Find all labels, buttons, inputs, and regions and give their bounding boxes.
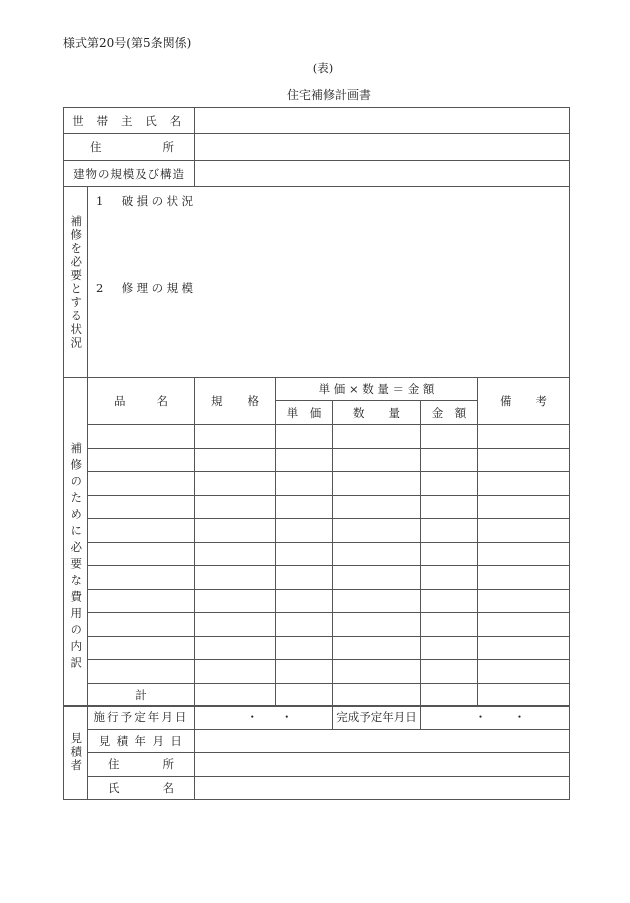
amount-cell[interactable]	[421, 542, 478, 566]
remarks-cell[interactable]	[478, 519, 570, 543]
spec-cell[interactable]	[195, 613, 276, 637]
remarks-cell[interactable]	[478, 448, 570, 472]
total-unit-price-cell[interactable]	[276, 683, 333, 707]
spec-cell[interactable]	[195, 660, 276, 684]
table-row	[64, 425, 570, 449]
amount-cell[interactable]	[421, 589, 478, 613]
table-row	[64, 613, 570, 637]
spec-cell[interactable]	[195, 519, 276, 543]
total-remarks-cell[interactable]	[478, 683, 570, 707]
quantity-cell[interactable]	[333, 660, 421, 684]
estimate-date-field[interactable]	[195, 729, 570, 753]
amount-header: 金 額	[421, 401, 478, 425]
repair-need-field[interactable]	[88, 187, 570, 378]
cost-breakdown-side-label: 補修のために必要な費用の内訳	[64, 378, 88, 707]
quantity-cell[interactable]	[333, 636, 421, 660]
spec-cell[interactable]	[195, 495, 276, 519]
remarks-cell[interactable]	[478, 495, 570, 519]
repair-need-side-label: 補修を必要とする状況	[64, 187, 88, 378]
unit-price-cell[interactable]	[276, 472, 333, 496]
item-cell[interactable]	[88, 495, 195, 519]
remarks-cell[interactable]	[478, 425, 570, 449]
quantity-cell[interactable]	[333, 472, 421, 496]
spec-cell[interactable]	[195, 472, 276, 496]
unit-price-cell[interactable]	[276, 495, 333, 519]
address-field[interactable]	[195, 134, 570, 161]
table-row	[64, 472, 570, 496]
construction-date-label: 施行予定年月日	[88, 706, 195, 730]
unit-price-cell[interactable]	[276, 589, 333, 613]
spec-cell[interactable]	[195, 636, 276, 660]
estimator-address-label: 住 所	[88, 753, 195, 777]
unit-price-cell[interactable]	[276, 448, 333, 472]
estimator-address-field[interactable]	[195, 753, 570, 777]
table-row	[64, 519, 570, 543]
item-cell[interactable]	[88, 660, 195, 684]
table-row	[64, 448, 570, 472]
sub-label: (表)	[312, 61, 334, 75]
quantity-cell[interactable]	[333, 425, 421, 449]
unit-price-header: 単 価	[276, 401, 333, 425]
estimator-name-field[interactable]	[195, 776, 570, 800]
spec-cell[interactable]	[195, 589, 276, 613]
page-title: 住宅補修計画書	[286, 88, 371, 102]
completion-date-field[interactable]: ・ ・	[421, 706, 570, 730]
unit-price-cell[interactable]	[276, 636, 333, 660]
item-cell[interactable]	[88, 636, 195, 660]
item-cell[interactable]	[88, 566, 195, 590]
building-structure-field[interactable]	[195, 161, 570, 187]
amount-cell[interactable]	[421, 472, 478, 496]
damage-status-label: 1 破損の状況	[96, 194, 197, 208]
estimator-table	[63, 705, 570, 800]
item-cell[interactable]	[88, 448, 195, 472]
unit-price-cell[interactable]	[276, 566, 333, 590]
table-row	[64, 495, 570, 519]
unit-price-cell[interactable]	[276, 519, 333, 543]
quantity-cell[interactable]	[333, 566, 421, 590]
amount-cell[interactable]	[421, 425, 478, 449]
table-row	[64, 589, 570, 613]
remarks-header: 備 考	[478, 378, 570, 425]
estimator-name-label: 氏 名	[88, 776, 195, 800]
householder-name-field[interactable]	[195, 108, 570, 134]
table-row	[64, 542, 570, 566]
spec-header: 規 格	[195, 378, 276, 425]
remarks-cell[interactable]	[478, 660, 570, 684]
unit-price-cell[interactable]	[276, 542, 333, 566]
total-spec-cell[interactable]	[195, 683, 276, 707]
remarks-cell[interactable]	[478, 589, 570, 613]
building-structure-label: 建物の規模及び構造	[64, 161, 195, 187]
remarks-cell[interactable]	[478, 472, 570, 496]
estimator-side-label: 見積者	[64, 706, 88, 800]
quantity-header: 数 量	[333, 401, 421, 425]
item-cell[interactable]	[88, 425, 195, 449]
quantity-cell[interactable]	[333, 589, 421, 613]
unit-price-cell[interactable]	[276, 613, 333, 637]
remarks-cell[interactable]	[478, 613, 570, 637]
remarks-cell[interactable]	[478, 636, 570, 660]
amount-cell[interactable]	[421, 660, 478, 684]
quantity-cell[interactable]	[333, 495, 421, 519]
amount-cell[interactable]	[421, 519, 478, 543]
amount-cell[interactable]	[421, 448, 478, 472]
item-cell[interactable]	[88, 519, 195, 543]
address-label: 住 所	[64, 134, 195, 161]
quantity-cell[interactable]	[333, 542, 421, 566]
estimate-date-label: 見 積 年 月 日	[88, 729, 195, 753]
amount-cell[interactable]	[421, 495, 478, 519]
remarks-cell[interactable]	[478, 542, 570, 566]
spec-cell[interactable]	[195, 448, 276, 472]
spec-cell[interactable]	[195, 566, 276, 590]
cost-breakdown-table	[63, 377, 570, 707]
item-cell[interactable]	[88, 542, 195, 566]
householder-name-label: 世 帯 主 氏 名	[64, 108, 195, 134]
amount-cell[interactable]	[421, 613, 478, 637]
unit-price-cell[interactable]	[276, 425, 333, 449]
formula-header: 単 価 × 数 量 ＝ 金 額	[276, 378, 478, 401]
repair-need-table	[63, 186, 570, 378]
item-cell[interactable]	[88, 613, 195, 637]
unit-price-cell[interactable]	[276, 660, 333, 684]
quantity-cell[interactable]	[333, 519, 421, 543]
completion-date-label: 完成予定年月日	[333, 706, 421, 730]
repair-scale-label: 2 修理の規模	[96, 281, 197, 295]
spec-cell[interactable]	[195, 425, 276, 449]
amount-cell[interactable]	[421, 636, 478, 660]
construction-date-field[interactable]: ・ ・	[195, 706, 333, 730]
quantity-cell[interactable]	[333, 448, 421, 472]
household-info-table	[63, 107, 570, 187]
total-row	[64, 683, 570, 707]
remarks-cell[interactable]	[478, 566, 570, 590]
total-label: 計	[88, 683, 195, 707]
item-cell[interactable]	[88, 589, 195, 613]
total-amount-cell[interactable]	[421, 683, 478, 707]
total-quantity-cell[interactable]	[333, 683, 421, 707]
spec-cell[interactable]	[195, 542, 276, 566]
table-row	[64, 636, 570, 660]
form-number: 様式第20号(第5条関係)	[63, 36, 192, 50]
table-row	[64, 566, 570, 590]
quantity-cell[interactable]	[333, 613, 421, 637]
amount-cell[interactable]	[421, 566, 478, 590]
item-cell[interactable]	[88, 472, 195, 496]
table-row	[64, 660, 570, 684]
item-name-header: 品 名	[88, 378, 195, 425]
